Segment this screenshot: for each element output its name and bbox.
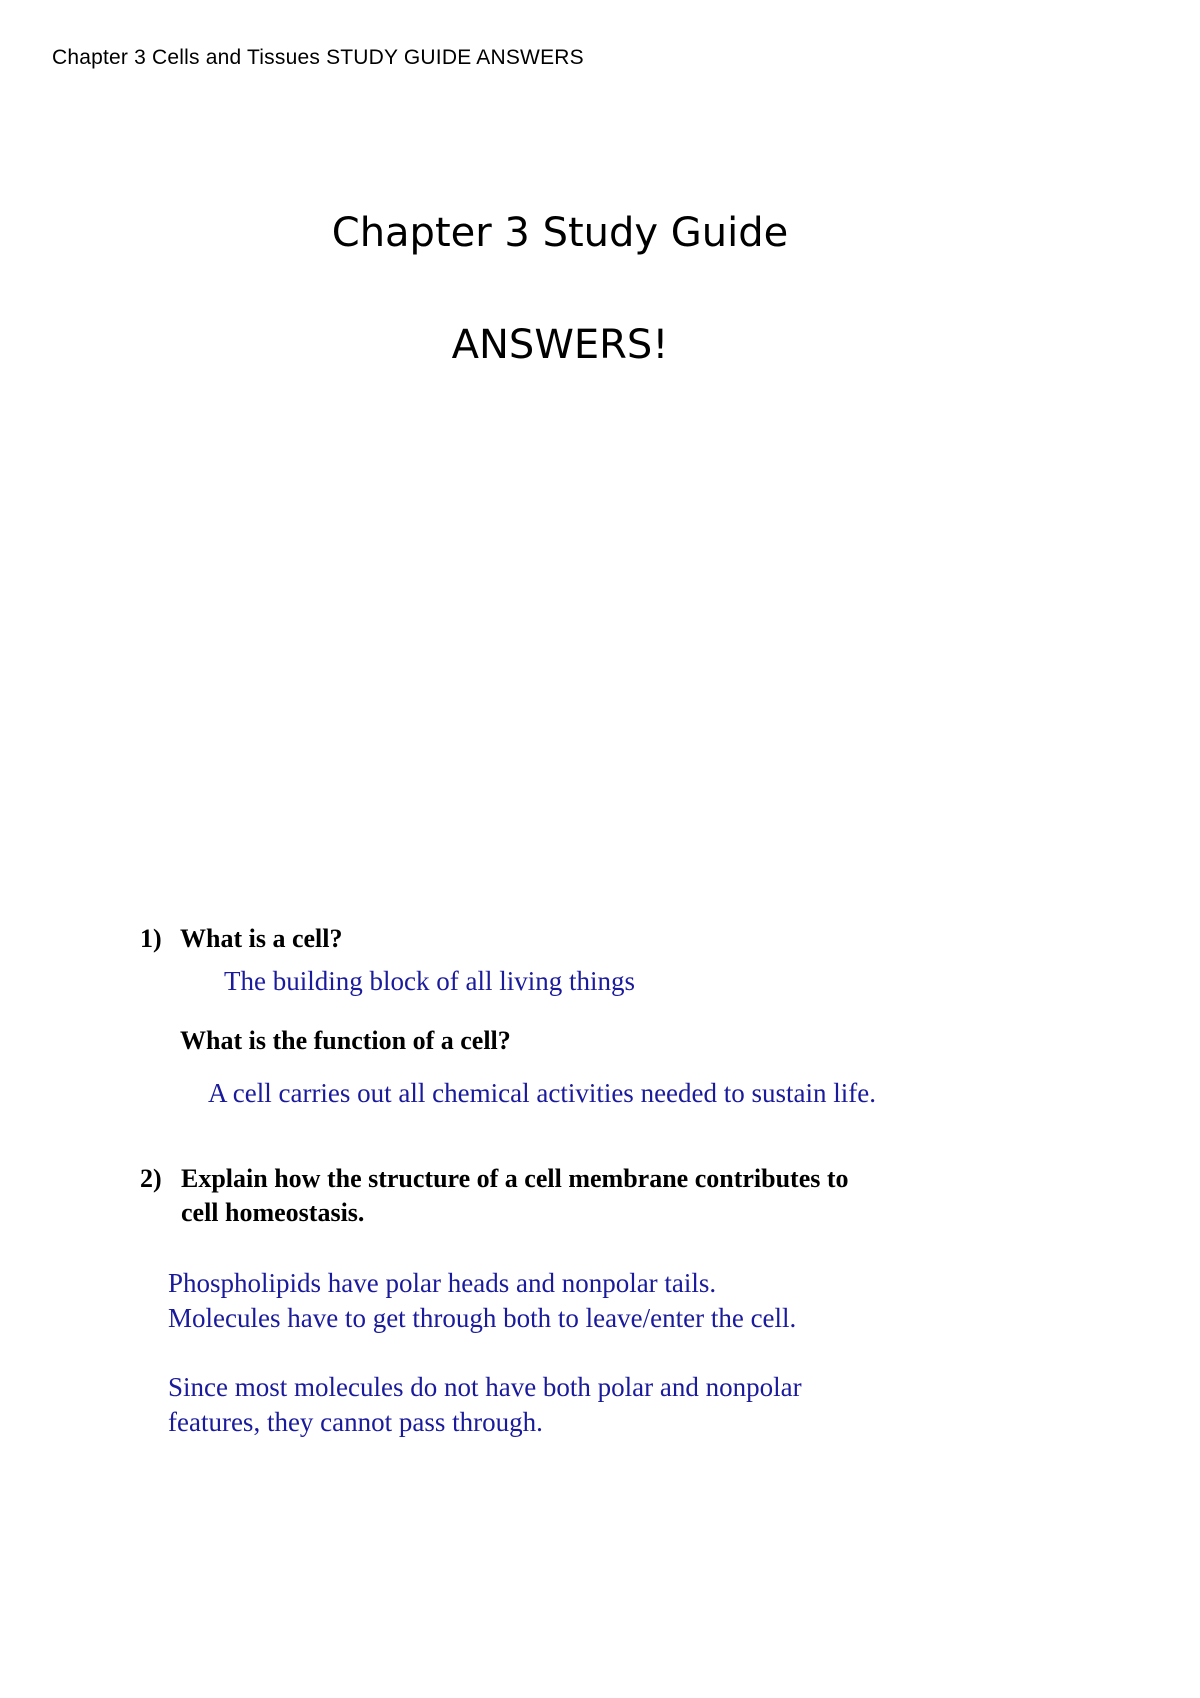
answer-2-line3: Since most molecules do not have both polar and nonpolar bbox=[168, 1372, 802, 1402]
page-header: Chapter 3 Cells and Tissues STUDY GUIDE ANSWERS bbox=[52, 46, 584, 69]
answer-2-line1: Phospholipids have polar heads and nonpolar tails. bbox=[168, 1268, 717, 1298]
question-1-number: 1) bbox=[140, 924, 162, 953]
question-2-text-line2: cell homeostasis. bbox=[181, 1198, 365, 1227]
answer-2-line4: features, they cannot pass through. bbox=[168, 1407, 543, 1437]
page-subtitle: ANSWERS! bbox=[451, 322, 669, 368]
answer-1b-text: A cell carries out all chemical activities needed to sustain life. bbox=[208, 1078, 876, 1108]
question-1b-text: What is the function of a cell? bbox=[180, 1026, 511, 1055]
page-title: Chapter 3 Study Guide bbox=[331, 210, 789, 256]
question-2-number: 2) bbox=[140, 1164, 162, 1193]
question-1-text: What is a cell? bbox=[180, 924, 343, 953]
answer-2-line2: Molecules have to get through both to leave/enter the cell. bbox=[168, 1303, 797, 1333]
question-2-text-line1: Explain how the structure of a cell membrane contributes to bbox=[181, 1164, 849, 1193]
answer-1-text: The building block of all living things bbox=[224, 966, 635, 996]
